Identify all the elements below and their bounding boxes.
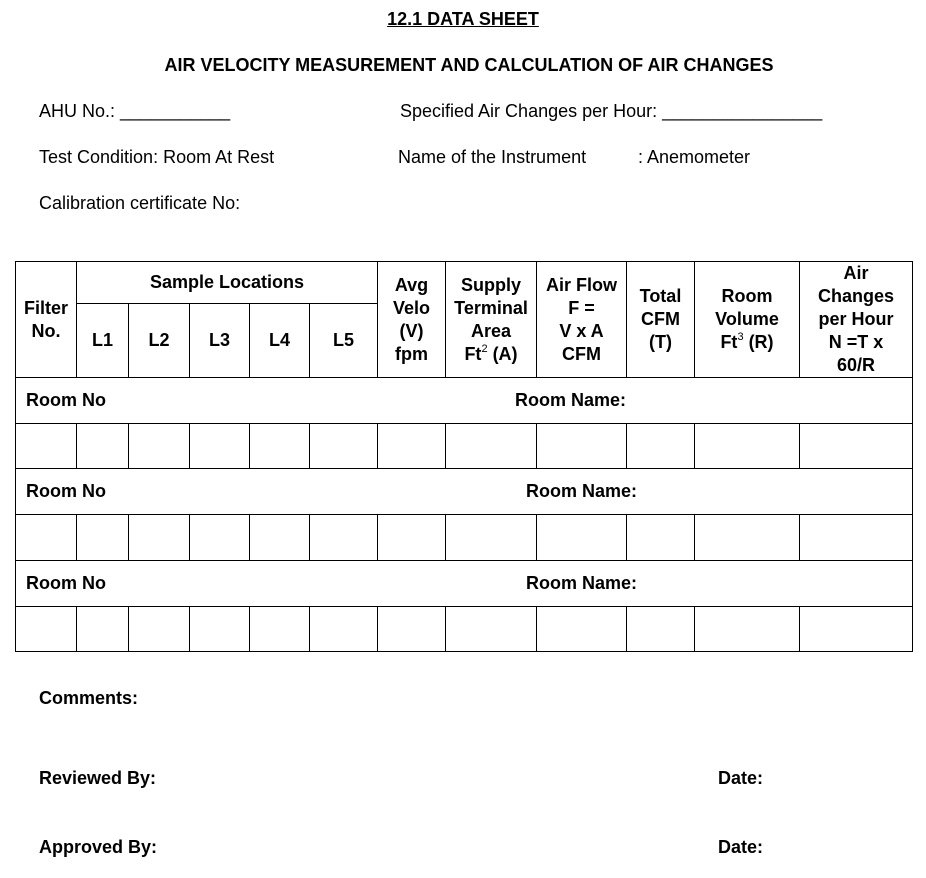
header-sample-locations: Sample Locations (77, 262, 378, 304)
table-cell[interactable] (378, 515, 446, 561)
table-cell[interactable] (129, 607, 190, 652)
instrument-value: : Anemometer (638, 147, 751, 167)
table-cell[interactable] (800, 515, 913, 561)
table-cell[interactable] (77, 515, 129, 561)
table-cell[interactable] (310, 607, 378, 652)
room-name-label: Room Name: (526, 481, 638, 501)
table-cell[interactable] (378, 424, 446, 469)
table-cell[interactable] (250, 424, 310, 469)
table-cell[interactable] (446, 424, 537, 469)
reviewed-date-label: Date: (718, 768, 764, 788)
approved-date-label: Date: (718, 837, 764, 857)
table-cell[interactable] (310, 515, 378, 561)
calibration-certificate: Calibration certificate No: (39, 193, 241, 213)
table-cell[interactable] (190, 424, 250, 469)
header-location-l5: L5 (310, 304, 378, 378)
header-air-flow: Air Flow F = V x A CFM (537, 262, 627, 378)
header-air-changes: Air Changes per Hour N =T x 60/R (800, 262, 913, 378)
reviewed-by-label: Reviewed By: (39, 768, 157, 788)
ahu-no-field: AHU No.: ___________ (39, 101, 231, 121)
air-changes-field: Specified Air Changes per Hour: ________________ (400, 101, 823, 121)
room-header-row (16, 378, 913, 424)
table-cell[interactable] (537, 607, 627, 652)
table-cell[interactable] (16, 424, 77, 469)
test-condition: Test Condition: Room At Rest (39, 147, 275, 167)
approved-by-label: Approved By: (39, 837, 158, 857)
table-cell[interactable] (537, 424, 627, 469)
data-table (15, 261, 913, 652)
header-location-l4: L4 (250, 304, 310, 378)
table-cell[interactable] (627, 515, 695, 561)
table-cell[interactable] (800, 424, 913, 469)
table-cell[interactable] (250, 607, 310, 652)
table-cell[interactable] (16, 607, 77, 652)
header-location-l3: L3 (190, 304, 250, 378)
table-cell[interactable] (446, 515, 537, 561)
table-cell[interactable] (129, 424, 190, 469)
table-cell[interactable] (537, 515, 627, 561)
table-cell[interactable] (77, 424, 129, 469)
room-name-label: Room Name: (515, 390, 627, 410)
table-cell[interactable] (695, 515, 800, 561)
header-total-cfm: Total CFM (T) (627, 262, 695, 378)
table-cell[interactable] (190, 515, 250, 561)
table-row (16, 607, 913, 652)
table-cell[interactable] (695, 607, 800, 652)
room-header-row (16, 469, 913, 515)
table-cell[interactable] (190, 607, 250, 652)
header-filter-no: Filter No. (16, 262, 77, 378)
room-no-label: Room No (26, 390, 106, 410)
table-cell[interactable] (378, 607, 446, 652)
table-row (16, 424, 913, 469)
instrument-label: Name of the Instrument (398, 147, 587, 167)
header-supply-area: Supply Terminal Area Ft$^2$ (A) (446, 262, 537, 378)
room-no-label: Room No (26, 481, 106, 501)
table-cell[interactable] (310, 424, 378, 469)
room-header-row (16, 561, 913, 607)
header-avg-velo: Avg Velo (V) fpm (378, 262, 446, 378)
page-subtitle: AIR VELOCITY MEASUREMENT AND CALCULATION OF AIR CHANGES (164, 55, 774, 75)
comments-label: Comments: (39, 688, 139, 708)
table-cell[interactable] (77, 607, 129, 652)
header-location-l2: L2 (129, 304, 190, 378)
table-cell[interactable] (129, 515, 190, 561)
page-title: 12.1 DATA SHEET (387, 9, 539, 29)
table-cell[interactable] (250, 515, 310, 561)
header-room-volume: Room Volume Ft$^3$ (R) (695, 262, 800, 378)
table-cell[interactable] (800, 607, 913, 652)
room-no-label: Room No (26, 573, 106, 593)
table-cell[interactable] (627, 424, 695, 469)
table-cell[interactable] (627, 607, 695, 652)
room-name-label: Room Name: (526, 573, 638, 593)
table-row (16, 515, 913, 561)
table-cell[interactable] (446, 607, 537, 652)
header-location-l1: L1 (77, 304, 129, 378)
table-cell[interactable] (16, 515, 77, 561)
table-cell[interactable] (695, 424, 800, 469)
